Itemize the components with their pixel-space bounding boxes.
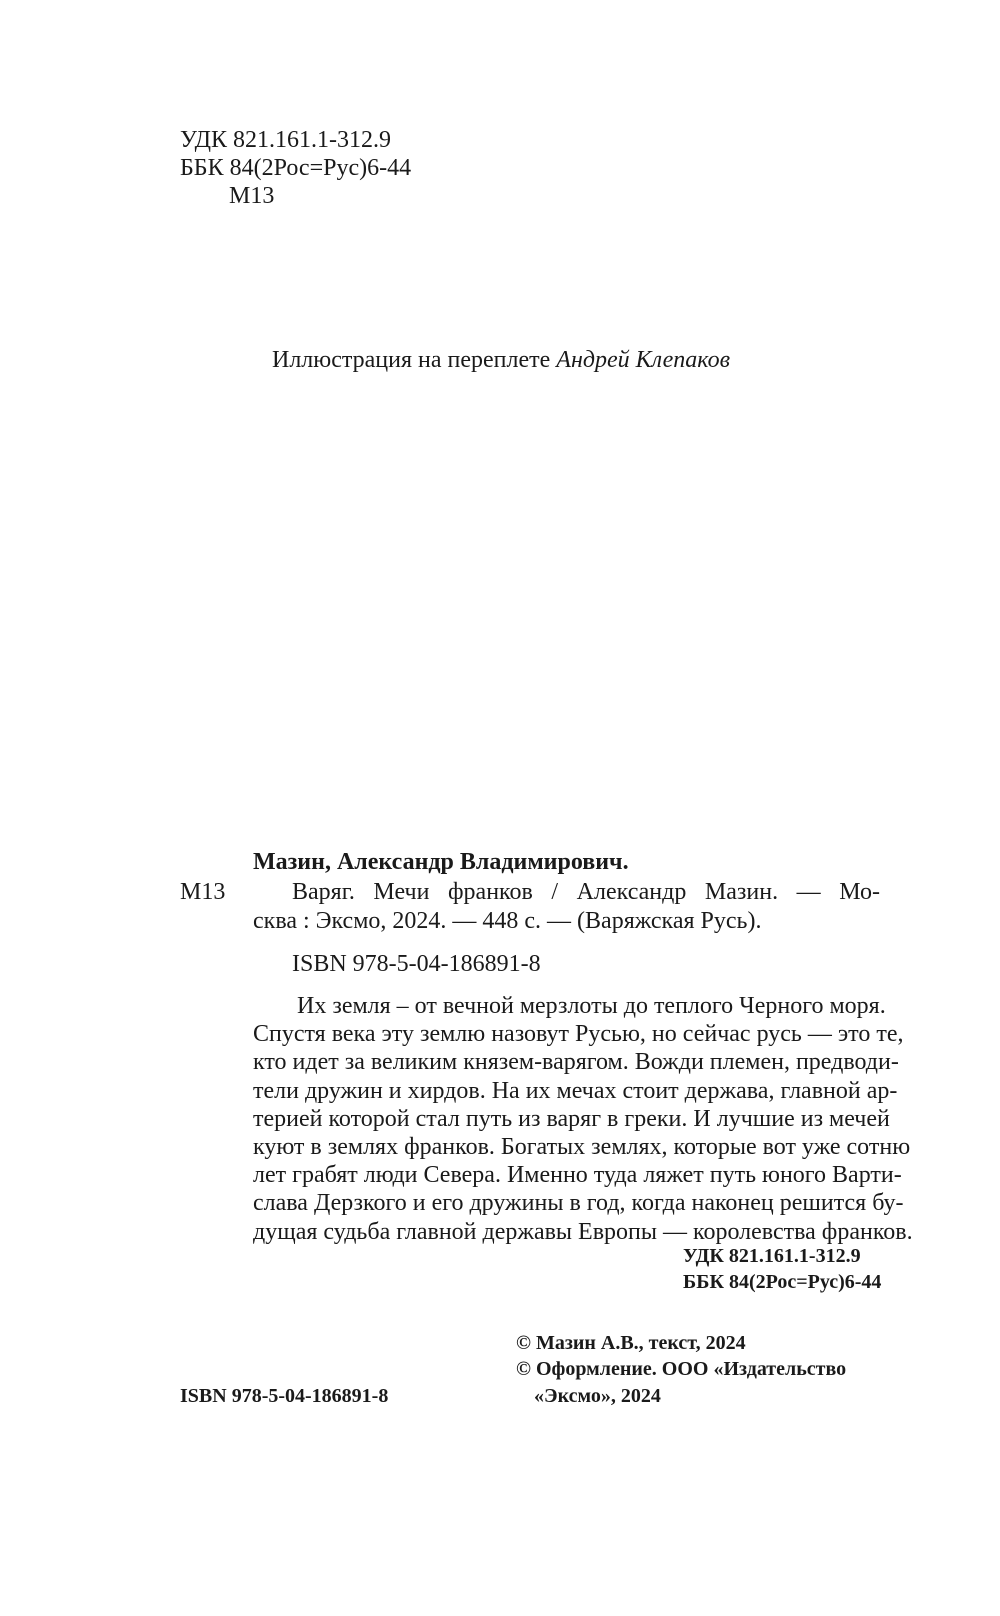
annotation-line: кто идет за великим князем-варягом. Вожди племен, предводи- — [253, 1049, 899, 1076]
copyright-text: © Мазин А.В., текст, 2024 — [516, 1332, 746, 1354]
copyright-design-line-1: © Оформление. ООО «Издательство — [516, 1358, 847, 1380]
annotation-line: лет грабят люди Севера. Именно туда ляжет путь юного Варти- — [253, 1162, 902, 1189]
catalog-isbn: ISBN 978-5-04-186891-8 — [292, 951, 541, 977]
copyright-design-line-2: «Эксмо», 2024 — [534, 1385, 661, 1407]
catalog-author-mark: М13 — [180, 879, 226, 905]
annotation-line: терией которой стал путь из варяг в греки. И лучшие из мечей — [253, 1105, 890, 1132]
illustration-artist: Андрей Клепаков — [556, 347, 731, 373]
udk-code: УДК 821.161.1-312.9 — [180, 127, 391, 153]
annotation-line: Их земля – от вечной мерзлоты до теплого Черного моря. — [297, 993, 886, 1019]
author-mark: М13 — [229, 183, 275, 209]
illustration-credit — [272, 346, 730, 374]
annotation-line: куют в землях франков. Богатых землях, которые вот уже сотню — [253, 1134, 911, 1161]
footer-isbn: ISBN 978-5-04-186891-8 — [180, 1385, 389, 1407]
annotation-line: Спустя века эту землю назовут Русью, но сейчас русь — это те, — [253, 1021, 904, 1048]
annotation-udk: УДК 821.161.1-312.9 — [683, 1245, 861, 1267]
annotation-line: тели дружин и хирдов. На их мечах стоит держава, главной ар- — [253, 1077, 898, 1104]
catalog-description-line-2: сква : Эксмо, 2024. — 448 с. — (Варяжская Русь). — [253, 908, 762, 934]
annotation-line: слава Дерзкого и его дружины в год, когда наконец решится бу- — [253, 1190, 904, 1217]
catalog-description-line-1: Варяг. Мечи франков / Александр Мазин. — Мо- — [292, 879, 880, 905]
annotation-line: дущая судьба главной державы Европы — королевства франков. — [253, 1218, 913, 1245]
illustration-label: Иллюстрация на переплете — [272, 347, 551, 373]
catalog-author: Мазин, Александр Владимирович. — [253, 849, 629, 875]
annotation-text — [253, 992, 913, 1246]
annotation-bbk: ББК 84(2Рос=Рус)6-44 — [683, 1271, 882, 1293]
bbk-code: ББК 84(2Рос=Рус)6-44 — [180, 155, 412, 181]
